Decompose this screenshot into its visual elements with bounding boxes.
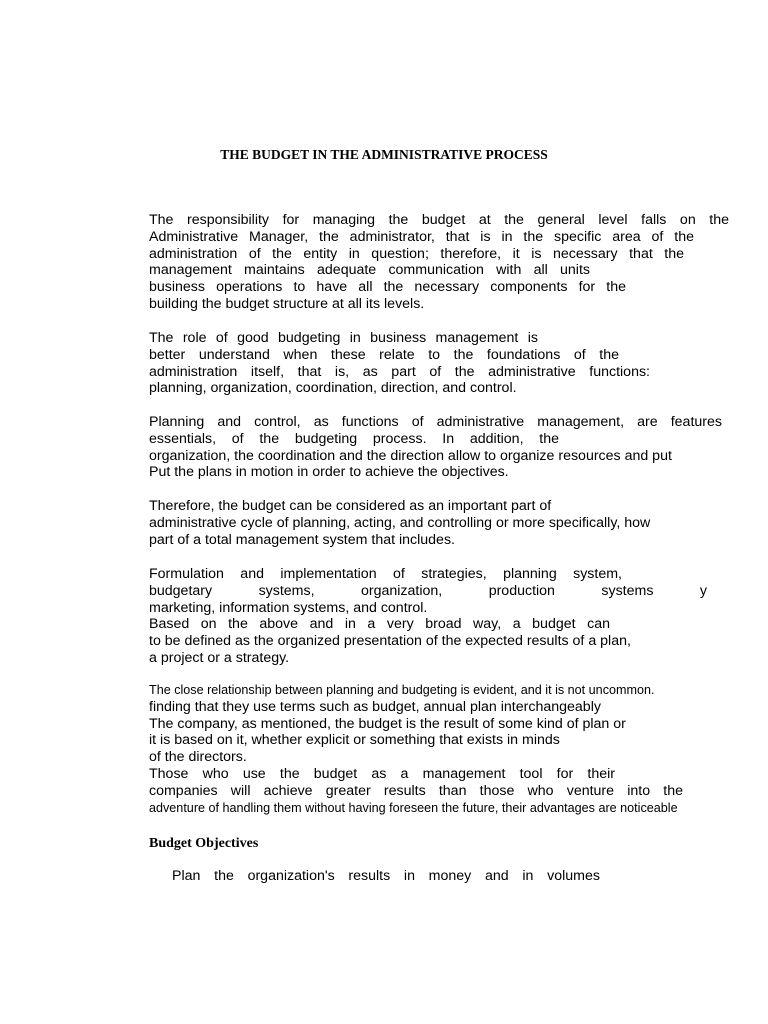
text-line: business operations to have all the necessary components for the (149, 279, 626, 296)
text-line: marketing, information systems, and control. (149, 599, 428, 616)
text-line: Based on the above and in a very broad way, a budget can (149, 616, 610, 633)
paragraph-role-of-budgeting (149, 330, 729, 397)
text-line: management maintains adequate communication with all units (149, 262, 590, 279)
text-line: building the budget structure at all its levels. (149, 295, 425, 312)
text-line: to be defined as the organized presentation of the expected results of a plan, (149, 633, 631, 650)
text-line: administrative cycle of planning, acting, and controlling or more specifically, how (149, 514, 651, 531)
text-line: Formulation and implementation of strategies, planning system, (149, 566, 622, 582)
text-line: administration itself, that is, as part of the administrative functions: (149, 363, 650, 380)
paragraph-formulation (149, 566, 729, 667)
text-line: part of a total management system that includes. (149, 531, 455, 548)
text-line: of the directors. (149, 749, 247, 766)
text-line: Those who use the budget as a management tool for their (149, 765, 615, 782)
document-title: THE BUDGET IN THE ADMINISTRATIVE PROCESS (220, 147, 548, 162)
text-line: Plan the organization's results in money and in volumes (172, 868, 600, 884)
section-heading-budget-objectives: Budget Objectives (149, 836, 259, 851)
text-line: administration of the entity in question; therefore, it is necessary that the (149, 245, 684, 262)
text-line: planning, organization, coordination, direction, and control. (149, 380, 517, 397)
text-line: Planning and control, as functions of administrative management, are features (149, 414, 722, 430)
text-line: budgetary systems, organization, production systems y (149, 582, 707, 599)
paragraph-therefore (149, 498, 729, 548)
text-line: The close relationship between planning and budgeting is evident, and it is not uncommon. (149, 683, 655, 697)
text-line: Put the plans in motion in order to achieve the objectives. (149, 464, 509, 481)
text-line: better understand when these relate to the foundations of the (149, 346, 619, 363)
text-line: companies will achieve greater results than those who venture into the (149, 782, 683, 799)
text-line: The company, as mentioned, the budget is the result of some kind of plan or (149, 715, 626, 732)
text-line: essentials, of the budgeting process. In addition, the (149, 430, 559, 447)
text-line: finding that they use terms such as budget, annual plan interchangeably (149, 698, 601, 715)
text-line: adventure of handling them without having foreseen the future, their advantages are noticeable (149, 800, 678, 815)
text-line: a project or a strategy. (149, 649, 290, 666)
paragraph-responsibility (149, 212, 729, 313)
text-line: Therefore, the budget can be considered as an important part of (149, 498, 552, 514)
paragraph-relationship (149, 682, 729, 816)
text-line: Administrative Manager, the administrator, that is in the specific area of the (149, 228, 694, 245)
text-line: organization, the coordination and the direction allow to organize resources and put (149, 447, 672, 464)
paragraph-planning-control (149, 414, 729, 481)
text-line: The responsibility for managing the budget at the general level falls on the (149, 212, 729, 228)
objective-line (172, 868, 600, 885)
text-line: it is based on it, whether explicit or something that exists in minds (149, 732, 560, 749)
text-line: The role of good budgeting in business management is (149, 330, 538, 346)
